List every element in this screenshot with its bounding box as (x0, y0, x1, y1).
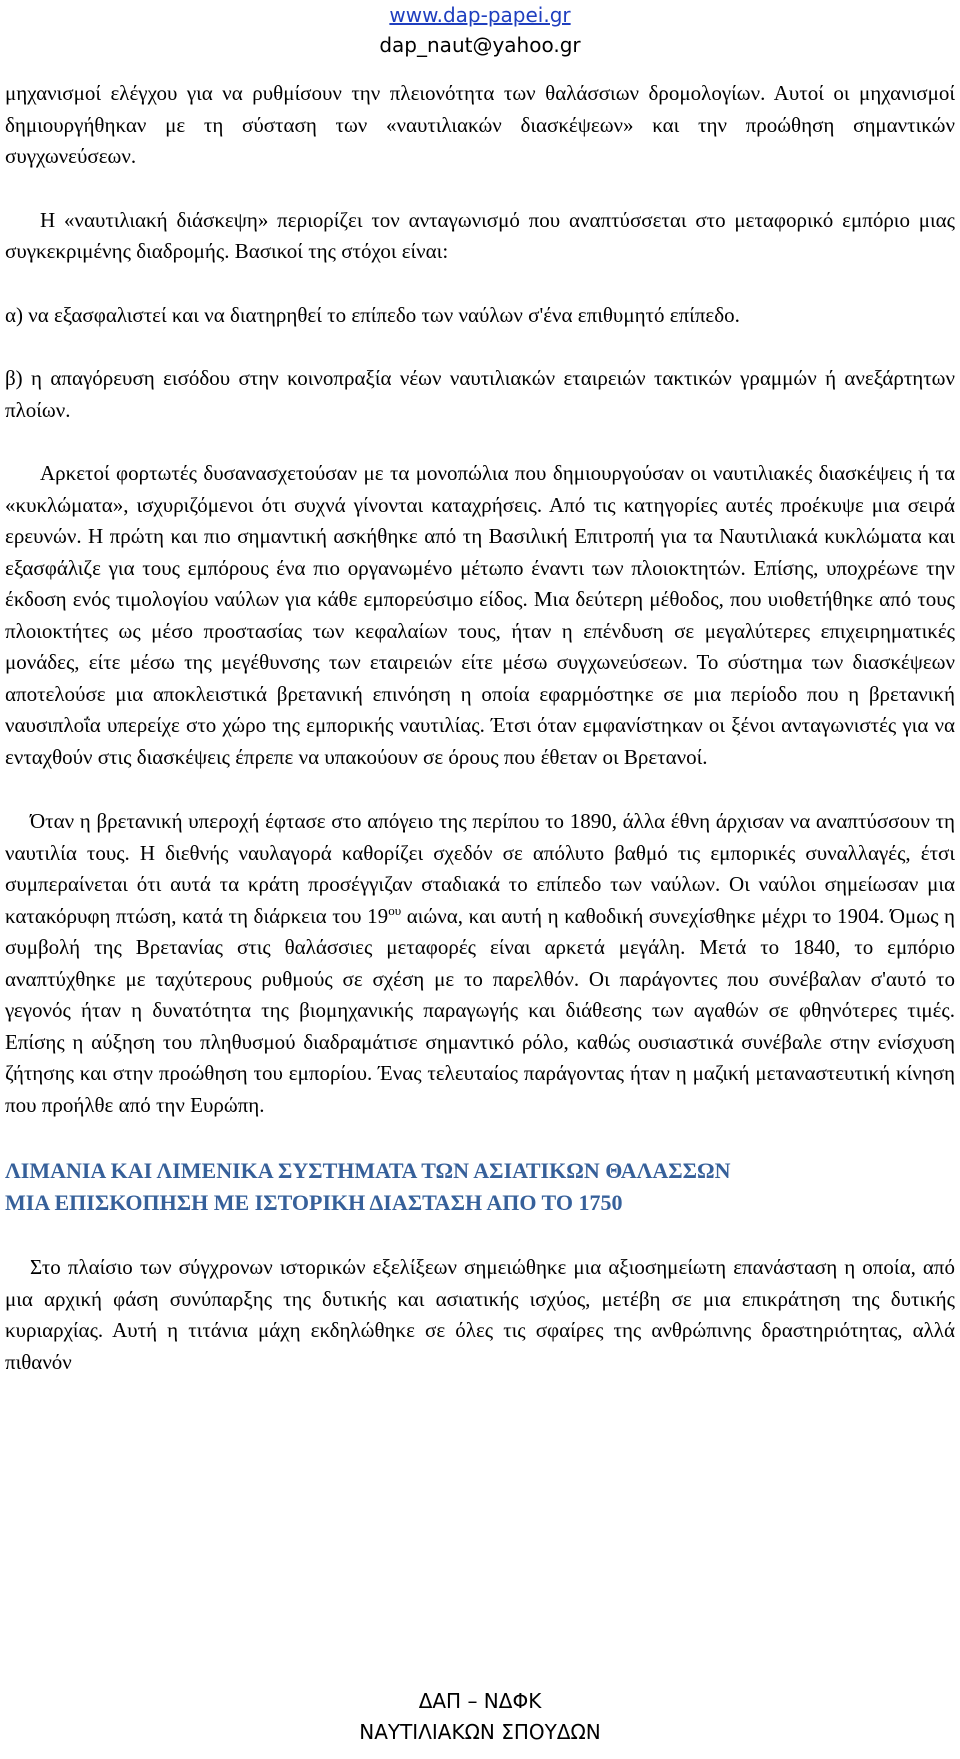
paragraph-1: μηχανισμοί ελέγχου για να ρυθμίσουν την πλειονότητα των θαλάσσιων δρομολογίων. Αυτοί οι μηχανισμοί δημιουργήθηκαν με τη σύσταση των «ναυτιλιακών διασκέψεων» και την προώθηση σημαντικών συγχωνεύσεων. (5, 81, 955, 168)
ordinal-superscript: ου (388, 902, 402, 918)
document-body (5, 78, 955, 1378)
section-heading-line-1: ΛΙΜΑΝΙΑ ΚΑΙ ΛΙΜΕΝΙΚΑ ΣΥΣΤΗΜΑΤΑ ΤΩΝ ΑΣΙΑΤΙΚΩΝ ΘΑΛΑΣΣΩΝ (5, 1158, 731, 1183)
paragraph-6-text-b: αιώνα, και αυτή η καθοδική συνεχίσθηκε μέχρι το 1904. Όμως η συμβολή της Βρετανίας στις θαλάσσιες μεταφορές είναι αρκετά μεγάλη. Μετά το 1840, το εμπόριο αναπτύχθηκε με ταχύτερους ρυθμούς σε σχέση με το παρελθόν. Οι παράγοντες που συνέβαλαν σ'αυτό το γεγονός ήταν η δυνατότητα της βιομηχανικής παραγωγής και διάθεσης των αγαθών σε φθηνότερες τιμές. Επίσης η αύξηση του πληθυσμού διαδραμάτισε σημαντικό ρόλο, καθώς ουσιαστικά συνέβαλε στην ενίσχυση ζήτησης και στην προώθηση του εμπορίου. Ένας τελευταίος παράγοντας ήταν η μαζική μεταναστευτική κίνηση που προήλθε από την Ευρώπη. (5, 903, 955, 1117)
paragraph-2: Η «ναυτιλιακή διάσκεψη» περιορίζει τον ανταγωνισμό που αναπτύσσεται στο μεταφορικό εμπόριο μιας συγκεκριμένης διαδρομής. Βασικοί της στόχοι είναι: (5, 207, 955, 263)
paragraph-3: α) να εξασφαλιστεί και να διατηρηθεί το επίπεδο των ναύλων σ'ένα επιθυμητό επίπεδο. (5, 302, 740, 327)
section-heading-line-2: ΜΙΑ ΕΠΙΣΚΟΠΗΣΗ ΜΕ ΙΣΤΟΡΙΚΗ ΔΙΑΣΤΑΣΗ ΑΠΟ ΤΟ 1750 (5, 1190, 623, 1215)
section-heading (5, 1155, 955, 1219)
paragraph-5: Αρκετοί φορτωτές δυσανασχετούσαν με τα μονοπώλια που δημιουργούσαν οι ναυτιλιακές διασκέψεις ή τα «κυκλώματα», ισχυριζόμενοι ότι συχνά γίνονται καταχρήσεις. Από τις κατηγορίες αυτές προέκυψε μια σειρά ερευνών. Η πρώτη και πιο σημαντική ασκήθηκε από τη Βασιλική Επιτροπή για τα Ναυτιλιακά κυκλώματα και εξασφάλιζε για τους εμπόρους ένα πιο οργανωμένο μέτωπο έναντι των πλοιοκτητών. Επίσης, υποχρέωνε την έκδοση ενός τιμολογίου ναύλων για κάθε εμπορεύσιμο είδος. Μια δεύτερη μέθοδος, που υιοθετήθηκε από τους πλοιοκτήτες ως μέσο προστασίας των κεφαλαίων τους, ήταν η επένδυση σε μεγαλύτερες επιχειρηματικές μονάδες, είτε μέσω της μεγέθυνσης των εταιρειών είτε μέσω συγχωνεύσεων. Το σύστημα των διασκέψεων αποτελούσε μια αποκλειστικά βρετανική επινόηση η οποία εφαρμόστηκε σε μια περίοδο που η βρετανική ναυσιπλοΐα υπερείχε στο χώρο της εμπορικής ναυτιλίας. Έτσι όταν εμφανίστηκαν οι ξένοι ανταγωνιστές για να ενταχθούν στις διασκέψεις έπρεπε να υπακούουν σε όρους που έθεταν οι Βρετανοί. (5, 461, 955, 769)
paragraph-6 (5, 806, 955, 1121)
paragraph-6-text-a: Όταν η βρετανική υπεροχή έφτασε στο απόγειο της περίπου το 1890, άλλα έθνη άρχισαν να αναπτύσσουν τη ναυτιλία τους. Η διεθνής ναυλαγορά καθορίζει σχεδόν σε απόλυτο βαθμό τις εμπορικές συναλλαγές, έτσι συμπεραίνεται ότι αυτά τα κράτη προσέγγιζαν σταδιακά το επίπεδο των ναύλων. Οι ναύλοι σημείωσαν μια κατακόρυφη πτώση, κατά τη διάρκεια του 19 (5, 809, 955, 928)
footer-line-2: ΝΑΥΤΙΛΙΑΚΩΝ ΣΠΟΥΔΩΝ (359, 1720, 601, 1744)
contact-email: dap_naut@yahoo.gr (379, 33, 581, 57)
page-footer (0, 1686, 960, 1748)
paragraph-7: Στο πλαίσιο των σύγχρονων ιστορικών εξελίξεων σημειώθηκε μια αξιοσημείωτη επανάσταση η οποία, από μια αρχική φάση συνύπαρξης της δυτικής και ασιατικής ισχύος, μετέβη σε μια επικράτηση της δυτικής κυριαρχίας. Αυτή η τιτάνια μάχη εκδηλώθηκε σε όλες τις σφαίρες της ανθρώπινης δραστηριότητας, αλλά πιθανόν (5, 1255, 955, 1374)
page-header (0, 0, 960, 60)
paragraph-4: β) η απαγόρευση εισόδου στην κοινοπραξία νέων ναυτιλιακών εταιρειών τακτικών γραμμών ή ανεξάρτητων πλοίων. (5, 366, 955, 422)
footer-line-1: ΔΑΠ – ΝΔΦΚ (418, 1689, 542, 1713)
site-link[interactable]: www.dap-papei.gr (389, 3, 571, 27)
